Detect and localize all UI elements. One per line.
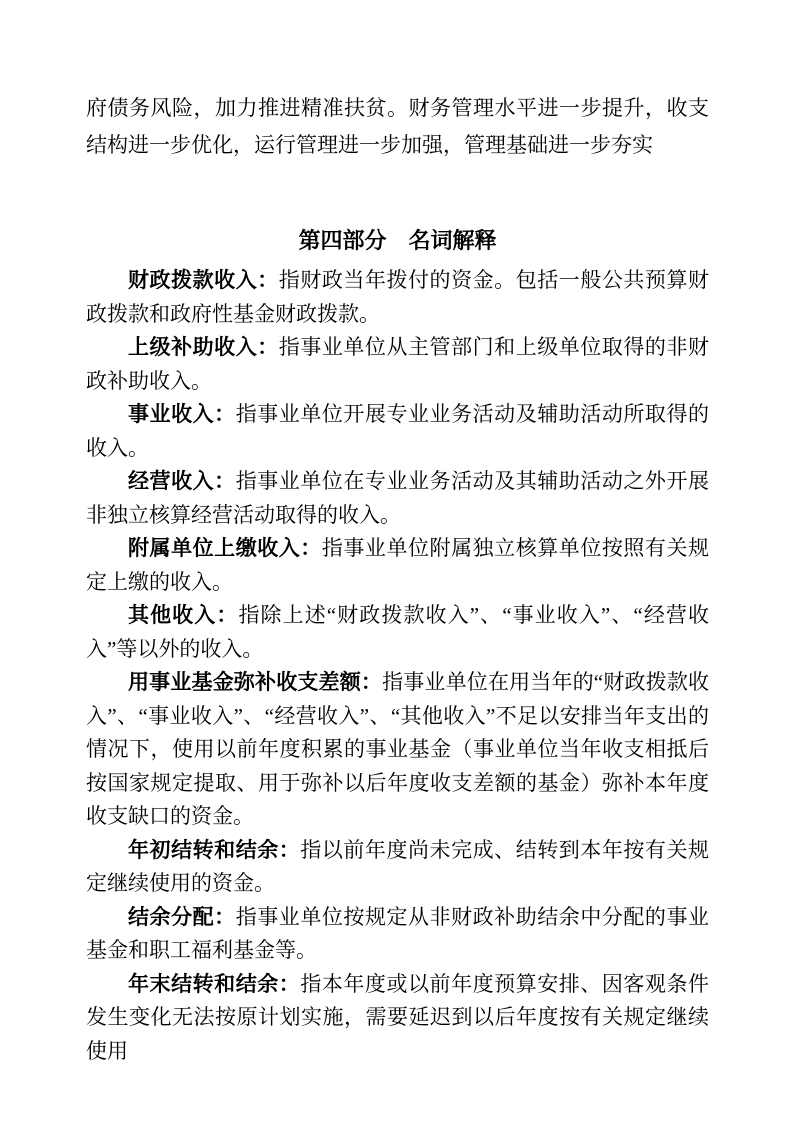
definition-paragraph — [86, 599, 709, 666]
definition-text: 指事业单位在专业业务活动及其辅助活动之外开展非独立核算经营活动取得的收入。 — [86, 469, 710, 527]
definition-text: 指事业单位开展专业业务活动及辅助活动所取得的收入。 — [86, 402, 710, 460]
definition-term: 事业收入： — [128, 402, 236, 426]
intro-paragraph: 府债务风险，加力推进精准扶贫。财务管理水平进一步提升，收支结构进一步优化，运行管理进一步加强，管理基础进一步夯实 — [86, 96, 709, 157]
definition-text: 指事业单位在用当年的“财政拨款收入”、“事业收入”、“经营收入”、“其他收入”不足以安排当年支出的情况下，使用以前年度积累的事业基金（事业单位当年收支相抵后按国家规定提取、用于弥补以后年度收支差额的基金）弥补本年度收支缺口的资金。 — [86, 670, 709, 828]
definition-term: 其他收入： — [128, 603, 239, 627]
definition-term: 用事业基金弥补收支差额： — [128, 670, 383, 694]
definition-term: 财政拨款收入： — [128, 268, 279, 292]
definition-term: 结余分配： — [128, 904, 236, 929]
definition-term: 经营收入： — [128, 469, 236, 493]
definition-text: 指事业单位附属独立核算单位按照有关规定上缴的收入。 — [86, 536, 710, 594]
definition-term: 年末结转和结余： — [128, 971, 301, 996]
definition-text: 指财政当年拨付的资金。包括一般公共预算财政拨款和政府性基金财政拨款。 — [86, 268, 710, 326]
definition-paragraph — [86, 465, 709, 532]
definition-term: 年初结转和结余： — [128, 837, 301, 862]
section-title: 第四部分 名词解释 — [298, 228, 497, 253]
definition-paragraph — [86, 834, 709, 901]
definition-paragraph — [86, 901, 709, 968]
definition-text: 指以前年度尚未完成、结转到本年按有关规定继续使用的资金。 — [86, 837, 710, 895]
definition-text: 指本年度或以前年度预算安排、因客观条件发生变化无法按原计划实施，需要延迟到以后年度按有关规定继续使用 — [86, 971, 710, 1063]
definition-term: 上级补助收入： — [128, 335, 279, 359]
definition-paragraph — [86, 666, 709, 834]
definition-paragraph — [86, 331, 709, 398]
definition-paragraph — [86, 532, 709, 599]
definition-paragraph — [86, 264, 709, 331]
definition-term: 附属单位上缴收入： — [128, 536, 322, 560]
definition-text: 指除上述“财政拨款收入”、“事业收入”、“经营收入”等以外的收入。 — [86, 603, 710, 661]
definition-paragraph — [86, 398, 709, 465]
definition-paragraph — [86, 968, 709, 1069]
definition-text: 指事业单位按规定从非财政补助结余中分配的事业基金和职工福利基金等。 — [86, 904, 710, 962]
definition-text: 指事业单位从主管部门和上级单位取得的非财政补助收入。 — [86, 335, 710, 393]
